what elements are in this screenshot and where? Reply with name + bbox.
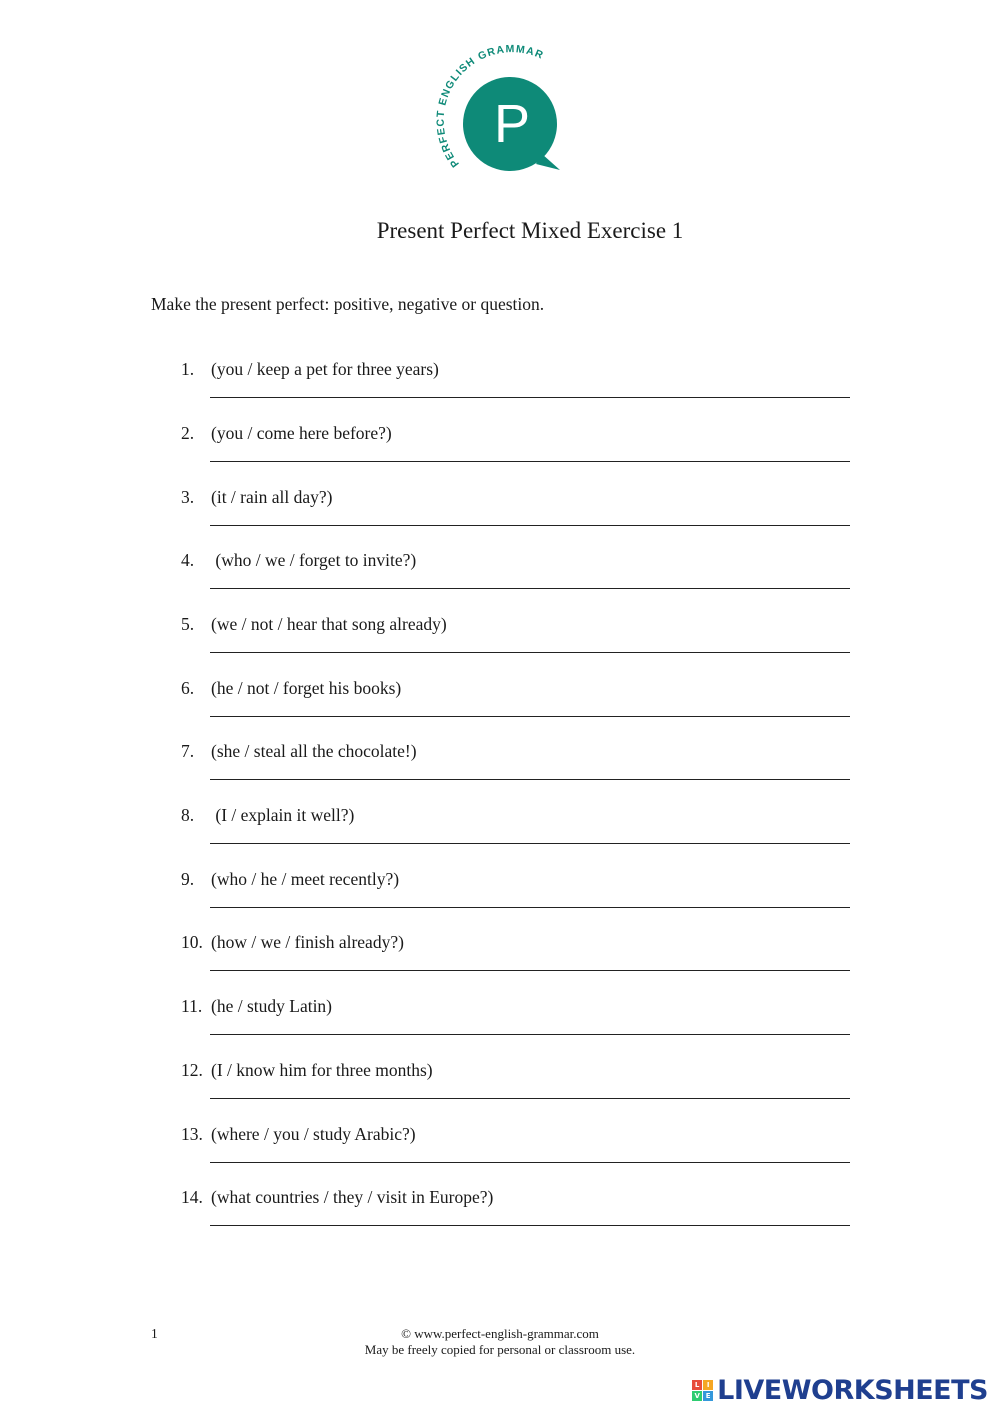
answer-line[interactable] <box>210 1225 850 1226</box>
exercise-item <box>0 869 1000 933</box>
logo-ring-text: PERFECT ENGLISH GRAMMAR <box>434 43 546 170</box>
exercise-number: 10. <box>181 932 203 952</box>
exercise-item <box>0 678 1000 742</box>
exercise-number: 13. <box>181 1124 203 1144</box>
exercise-number: 12. <box>181 1060 203 1080</box>
lw-square-i: I <box>703 1380 713 1390</box>
exercise-item <box>0 1060 1000 1124</box>
answer-line[interactable] <box>210 652 850 653</box>
answer-line[interactable] <box>210 1034 850 1035</box>
exercise-number: 4. <box>181 550 195 570</box>
exercise-number: 1. <box>181 359 195 379</box>
exercise-number: 6. <box>181 678 195 698</box>
exercise-prompt: (I / explain it well?) <box>211 805 355 825</box>
exercise-item <box>0 996 1000 1060</box>
exercise-item <box>0 359 1000 423</box>
exercise-item <box>0 1187 1000 1251</box>
exercise-prompt: (how / we / finish already?) <box>211 932 404 952</box>
answer-line[interactable] <box>210 907 850 908</box>
lw-square-l: L <box>692 1380 702 1390</box>
liveworksheets-squares-icon <box>692 1380 713 1401</box>
answer-line[interactable] <box>210 716 850 717</box>
answer-line[interactable] <box>210 525 850 526</box>
page-number: 1 <box>151 1326 158 1341</box>
exercise-prompt: (you / come here before?) <box>211 423 392 443</box>
liveworksheets-brand-text: LIVEWORKSHEETS <box>717 1374 988 1406</box>
exercise-item <box>0 932 1000 996</box>
answer-line[interactable] <box>210 970 850 971</box>
answer-line[interactable] <box>210 1162 850 1163</box>
exercise-number: 5. <box>181 614 195 634</box>
copyright-text: © www.perfect-english-grammar.com <box>401 1326 599 1341</box>
instruction-text: Make the present perfect: positive, negative or question. <box>151 294 545 314</box>
answer-line[interactable] <box>210 461 850 462</box>
lw-square-v: V <box>692 1391 702 1401</box>
exercise-item <box>0 805 1000 869</box>
answer-line[interactable] <box>210 1098 850 1099</box>
exercise-number: 3. <box>181 487 195 507</box>
page-title: Present Perfect Mixed Exercise 1 <box>376 218 684 243</box>
license-text: May be freely copied for personal or classroom use. <box>364 1342 636 1357</box>
exercise-item <box>0 1124 1000 1188</box>
exercise-prompt: (we / not / hear that song already) <box>211 614 447 634</box>
exercise-prompt: (what countries / they / visit in Europe?) <box>211 1187 494 1207</box>
exercise-number: 8. <box>181 805 195 825</box>
exercise-prompt: (he / not / forget his books) <box>211 678 402 698</box>
answer-line[interactable] <box>210 843 850 844</box>
exercise-item <box>0 423 1000 487</box>
exercise-prompt: (where / you / study Arabic?) <box>211 1124 416 1144</box>
answer-line[interactable] <box>210 588 850 589</box>
answer-line[interactable] <box>210 779 850 780</box>
exercise-item <box>0 487 1000 551</box>
logo-letter: P <box>493 94 531 154</box>
exercise-item <box>0 550 1000 614</box>
exercise-item <box>0 614 1000 678</box>
exercise-number: 9. <box>181 869 195 889</box>
exercise-prompt: (I / know him for three months) <box>211 1060 433 1080</box>
exercise-prompt: (who / we / forget to invite?) <box>211 550 417 570</box>
exercise-number: 11. <box>181 996 203 1016</box>
exercise-prompt: (you / keep a pet for three years) <box>211 359 439 379</box>
exercise-prompt: (it / rain all day?) <box>211 487 333 507</box>
footer-copyright <box>0 1326 1000 1358</box>
exercise-prompt: (he / study Latin) <box>211 996 333 1016</box>
exercise-number: 14. <box>181 1187 203 1207</box>
exercise-number: 2. <box>181 423 195 443</box>
exercise-item <box>0 741 1000 805</box>
liveworksheets-watermark <box>692 1376 988 1404</box>
exercise-number: 7. <box>181 741 195 761</box>
answer-line[interactable] <box>210 397 850 398</box>
exercise-prompt: (who / he / meet recently?) <box>211 869 400 889</box>
exercise-prompt: (she / steal all the chocolate!) <box>211 741 417 761</box>
lw-square-e: E <box>703 1391 713 1401</box>
